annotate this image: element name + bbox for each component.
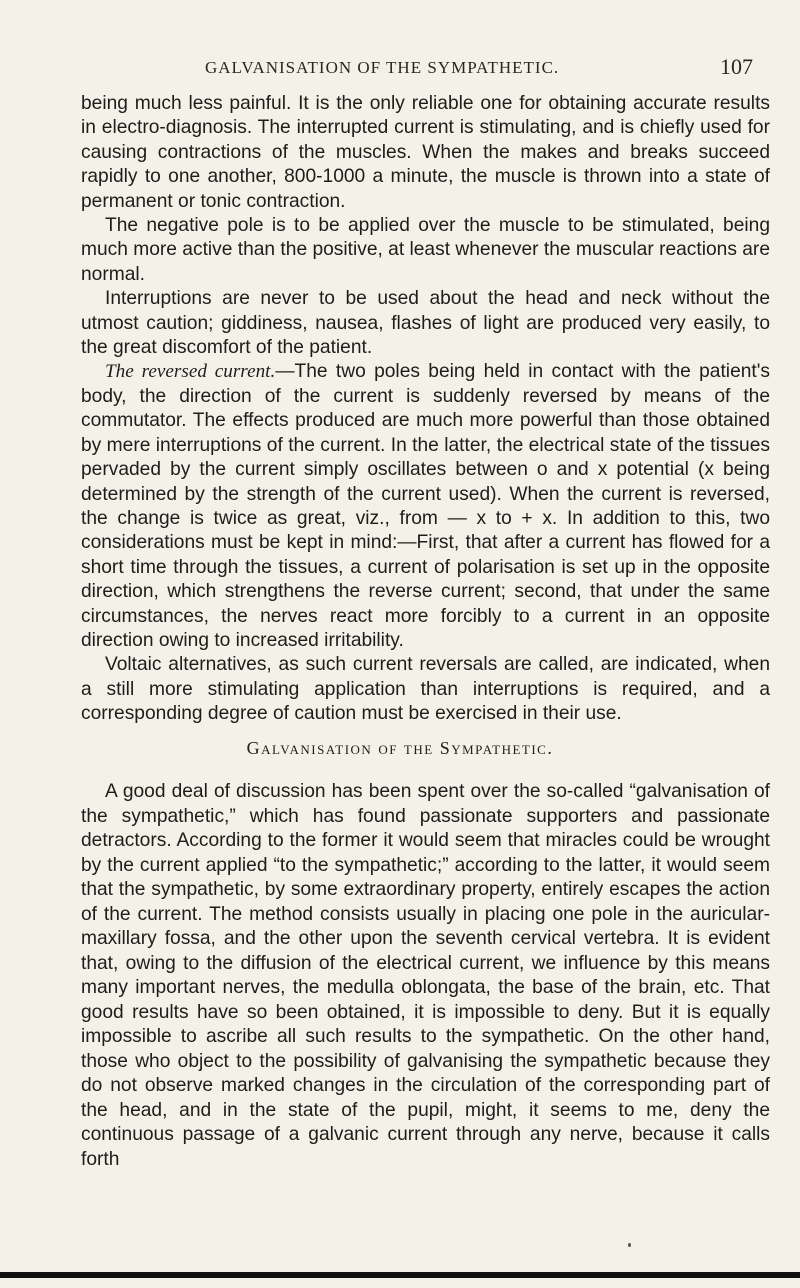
print-speck (628, 1243, 631, 1247)
paragraph-interruptions: Interruptions are never to be used about the head and neck without the utmost caution; giddiness, nausea, flashes of light are produced very easily, to the great discomfort of the patient. (81, 288, 770, 359)
reversed-current-text: —The two poles being held in contact with the patient's body, the direction of the current is suddenly reversed by means of the commutator. The effects produced are much more powerful than those obtained by mere interruptions of the current. In the latter, the electrical state of the tissues pervaded by the current simply oscillates between o and x potential (x being determined by the strength of the current used). When the current is reversed, the change is twice as great, viz., from — x to + x. In addition to this, two considerations must be kept in mind:—First, that after a current has flowed for a short time through the tissues, a current of polarisation is set up in the opposite direction, which strengthens the reverse current; second, that under the same circumstances, the nerves react more forcibly to a current in an opposite direction owing to increased irritability. (81, 361, 771, 651)
bottom-edge-rule (0, 1272, 800, 1278)
section-heading: Galvanisation of the Sympathetic. (246, 738, 554, 758)
reversed-current-heading: The reversed current. (105, 361, 276, 383)
body-text (81, 92, 770, 727)
paragraph-galvanisation: A good deal of discussion has been spent over the so-called “galvanisation of the sympathetic,” which has found passionate supporters and passionate detractors. According to the former it would seem that miracles could be wrought by the current applied “to the sympathetic;” according to the latter, it would seem that the sympathetic, by some extraordinary property, entirely escapes the action of the current. The method consists usually in placing one pole in the auricular-maxillary fossa, and the other upon the seventh cervical vertebra. It is evident that, owing to the diffusion of the electrical current, we influence by this means many important nerves, the medulla oblongata, the base of the brain, etc. That good results have so been obtained, it is impossible to deny. But it is equally impossible to ascribe all such results to the sympathetic. On the other hand, those who object to the possibility of galvanising the sympathetic because they do not observe marked changes in the circulation of the corresponding part of the head, and in the state of the pupil, might, it seems to me, deny the continuous passage of a galvanic current through any nerve, because it calls forth (81, 781, 770, 1170)
section-text (81, 780, 770, 1172)
paragraph-continuation: being much less painful. It is the only reliable one for obtaining accurate results in electro-diagnosis. The interrupted current is stimulating, and is chiefly used for causing contractions of the muscles. When the makes and breaks succeed rapidly to one another, 800-1000 a minute, the muscle is thrown into a state of permanent or tonic contraction. (81, 93, 770, 212)
running-head: GALVANISATION OF THE SYMPATHETIC. (205, 58, 560, 77)
paragraph-voltaic-alternatives: Voltaic alternatives, as such current reversals are called, are indicated, when a still more stimulating application than interruptions is required, and a corresponding degree of caution must be exercised in their use. (81, 654, 770, 725)
paragraph-negative-pole: The negative pole is to be applied over the muscle to be stimulated, being much more active than the positive, at least whenever the muscular reactions are normal. (81, 215, 770, 285)
paragraph-reversed-current (81, 360, 770, 653)
page-number: 107 (720, 54, 753, 79)
